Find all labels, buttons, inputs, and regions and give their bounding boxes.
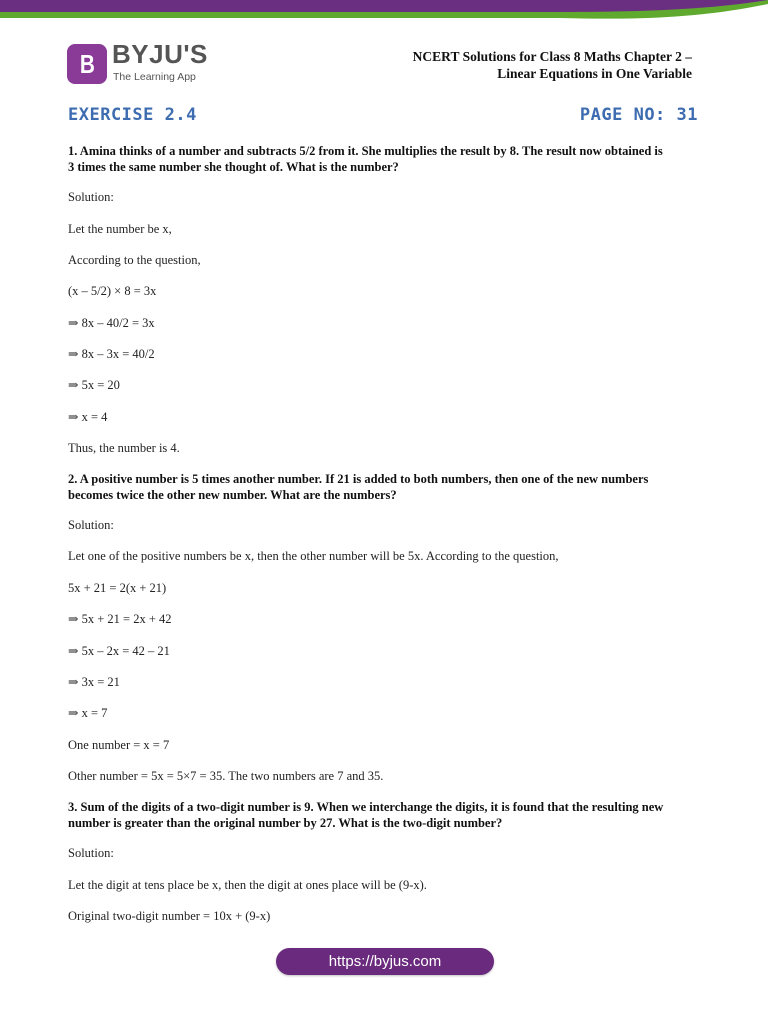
page-number: PAGE NO: 31 [579,105,698,125]
q3-question-line-1: 3. Sum of the digits of a two-digit number is 9. When we interchange the digits, it is found that the resulting new [68,800,664,814]
q1-question-line-1: 1. Amina thinks of a number and subtracts 5/2 from it. She multiplies the result by 8. The result now obtained is [68,144,663,158]
footer-url-text: https://byjus.com [328,953,442,970]
q1-step: ⇒ 8x – 3x = 40/2 [68,347,155,361]
q2-step: ⇒ x = 7 [68,706,108,720]
exercise-heading: EXERCISE 2.4 [68,105,197,125]
q3-step: Original two-digit number = 10x + (9-x) [68,909,271,923]
logo-tagline: The Learning App [113,71,196,83]
q2-step: ⇒ 5x + 21 = 2x + 42 [68,612,172,626]
q2-question-line-1: 2. A positive number is 5 times another number. If 21 is added to both numbers, then one of the new numbers [68,472,649,486]
q1-step: ⇒ 8x – 40/2 = 3x [68,316,155,330]
q1-step: Let the number be x, [68,222,172,236]
footer-url-link[interactable] [276,948,494,975]
q1-question-line-2: 3 times the same number she thought of. What is the number? [68,160,399,174]
q2-question-line-2: becomes twice the other new number. What are the numbers? [68,488,397,502]
q3-question-line-2: number is greater than the original number by 27. What is the two-digit number? [68,816,503,830]
logo-wordmark: BYJU'S [112,39,208,69]
top-decorative-band [0,0,768,20]
document-title-line-1: NCERT Solutions for Class 8 Maths Chapter 2 – [412,49,692,64]
q1-step: ⇒ x = 4 [68,410,108,424]
byjus-logo-icon [67,44,107,84]
byjus-logo [67,39,208,86]
q2-step: 5x + 21 = 2(x + 21) [68,581,167,595]
q2-step: ⇒ 5x – 2x = 42 – 21 [68,644,170,658]
q3-solution-label: Solution: [68,846,114,860]
q1-step: (x – 5/2) × 8 = 3x [68,284,157,298]
q2-step: ⇒ 3x = 21 [68,675,120,689]
q2-step: Let one of the positive numbers be x, then the other number will be 5x. According to the question, [68,549,559,563]
q2-answer: Other number = 5x = 5×7 = 35. The two numbers are 7 and 35. [68,769,384,783]
q1-answer: Thus, the number is 4. [68,441,180,455]
q1-step: According to the question, [68,253,201,267]
q3-step: Let the digit at tens place be x, then the digit at ones place will be (9-x). [68,878,427,892]
q1-solution-label: Solution: [68,190,114,204]
q1-step: ⇒ 5x = 20 [68,378,120,392]
logo-icon-letter: B [79,49,95,79]
document-title [413,48,692,82]
q2-step: One number = x = 7 [68,738,170,752]
q2-solution-label: Solution: [68,518,114,532]
document-title-line-2: Linear Equations in One Variable [497,66,692,81]
